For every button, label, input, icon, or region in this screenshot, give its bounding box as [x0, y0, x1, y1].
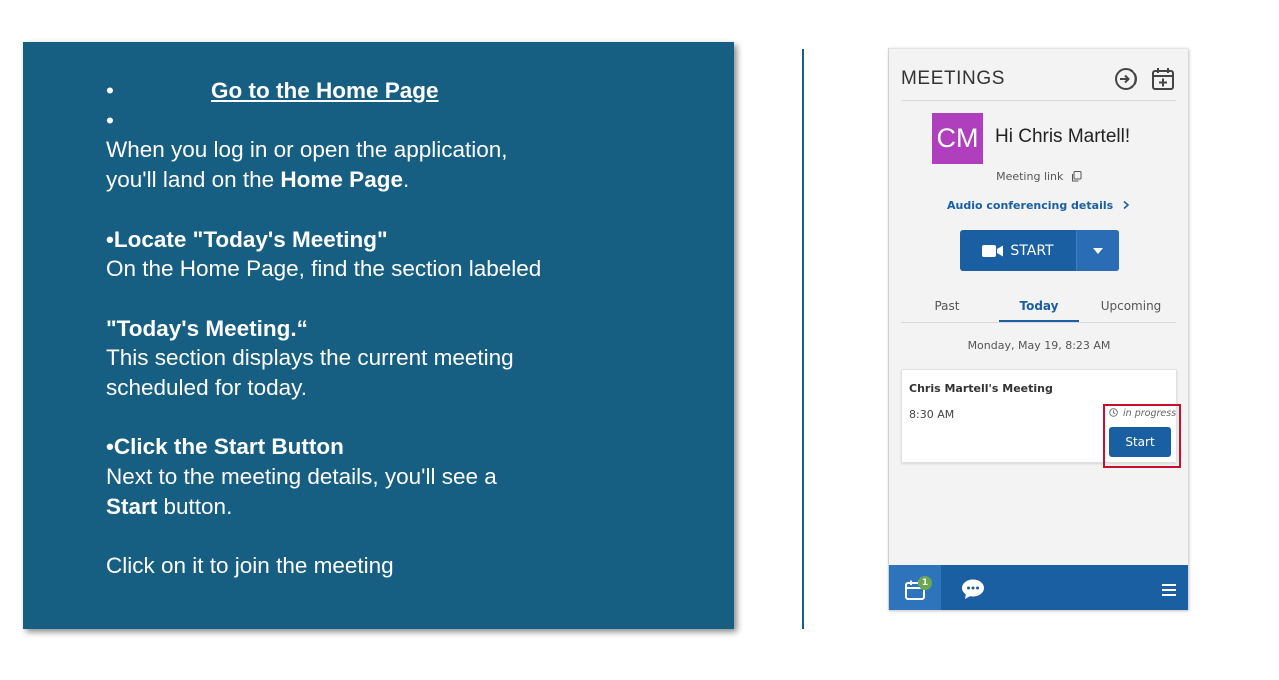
step3-bold: Start: [106, 493, 158, 519]
chat-icon[interactable]: [961, 578, 985, 600]
start-split-button: [960, 230, 1119, 271]
audio-link-label: Audio conferencing details: [946, 199, 1114, 212]
active-tab-indicator: [999, 320, 1079, 322]
step2b-title: [106, 314, 666, 344]
tab-upcoming[interactable]: Upcoming: [1100, 299, 1162, 313]
video-camera-icon: [982, 244, 1010, 258]
meeting-title: Chris Martell's Meeting: [909, 382, 1053, 395]
meeting-tabs: [901, 289, 1176, 323]
start-button-highlight: [1103, 404, 1181, 468]
tab-today[interactable]: Today: [1019, 299, 1059, 313]
header-divider: [901, 100, 1176, 101]
tab-past[interactable]: Past: [934, 299, 960, 313]
app-header: [889, 49, 1188, 101]
step3-line-1: Next to the meeting details, you'll see a: [106, 464, 497, 490]
step2-title-text: •Locate "Today's Meeting": [106, 226, 388, 252]
instruction-panel: [23, 42, 734, 629]
sign-in-icon[interactable]: [1113, 66, 1139, 92]
step3-suffix: button.: [157, 493, 233, 519]
step2b-line-2: scheduled for today.: [106, 375, 307, 400]
step2b-title-text: "Today's Meeting.“: [106, 315, 308, 341]
step2b-line-1: This section displays the current meeting: [106, 345, 514, 371]
step3-title: [106, 432, 666, 462]
bottom-nav: [889, 565, 1188, 610]
meeting-link[interactable]: [889, 170, 1188, 185]
greeting: Hi Chris Martell!: [995, 126, 1131, 147]
intro-text: you'll land on the: [106, 167, 281, 193]
vertical-divider: [802, 49, 804, 629]
spacer: [106, 403, 666, 433]
status-text: in progress: [1123, 408, 1177, 419]
spacer: [106, 522, 666, 552]
start-button-label: START: [1010, 242, 1054, 259]
step3-title-text: •Click the Start Button: [106, 434, 344, 460]
spacer: [106, 195, 666, 225]
step3-line-2: [106, 492, 666, 522]
meeting-start-button[interactable]: Start: [1109, 427, 1171, 457]
chevron-right-icon: [1117, 199, 1131, 212]
closing-line: Click on it to join the meeting: [106, 553, 394, 579]
step2-title: [106, 225, 666, 255]
app-title: MEETINGS: [901, 68, 1006, 89]
intro-line-1: When you log in or open the application,: [106, 137, 508, 163]
meeting-link-label: Meeting link: [996, 170, 1064, 183]
meeting-card[interactable]: [901, 369, 1177, 463]
intro-line-2: [106, 165, 666, 195]
start-dropdown-button[interactable]: [1076, 230, 1119, 271]
step2-line: On the Home Page, find the section labeled: [106, 256, 542, 282]
instruction-text: [106, 76, 666, 581]
nav-calendar[interactable]: [889, 565, 941, 610]
heading-home-page: Go to the Home Page: [211, 78, 439, 103]
heading-row: [106, 76, 666, 106]
avatar: CM: [932, 113, 983, 164]
intro-bold: Home Page: [280, 167, 403, 193]
caret-down-icon: [1092, 247, 1104, 255]
meeting-time: 8:30 AM: [909, 408, 955, 421]
spacer: [106, 284, 666, 314]
calendar-add-icon[interactable]: [1150, 66, 1176, 92]
intro-suffix: .: [402, 167, 410, 193]
menu-icon[interactable]: [1161, 582, 1177, 596]
bullet: •: [106, 78, 114, 103]
audio-conferencing-link[interactable]: [889, 199, 1188, 212]
copy-icon[interactable]: [1071, 171, 1082, 185]
bullet: •: [106, 107, 114, 133]
current-date: Monday, May 19, 8:23 AM: [967, 339, 1111, 352]
calendar-badge: 1: [918, 576, 932, 590]
empty-bullet-row: [106, 106, 666, 136]
meetings-app: [888, 48, 1188, 610]
start-button[interactable]: [960, 230, 1076, 271]
